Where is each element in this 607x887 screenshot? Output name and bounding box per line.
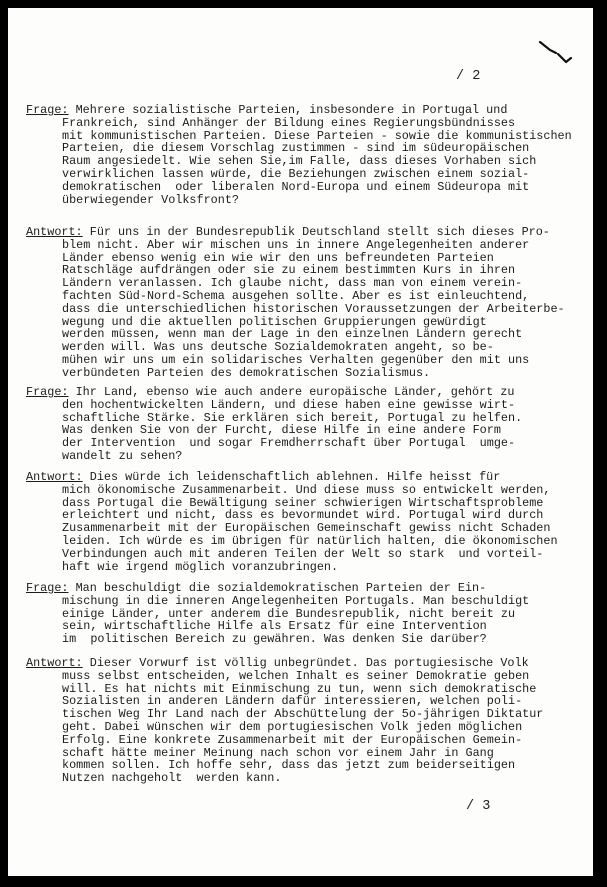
line-text: Ländern veranlassen. Ich glaube nicht, dass man von einem verein- xyxy=(62,276,523,291)
line-text: schaftliche Stärke. Sie erklären sich bereit, Portugal zu helfen. xyxy=(62,410,523,425)
line-text: Dies würde ich leidenschaftlich ablehnen. Hilfe heisst für xyxy=(89,470,501,484)
line-text: blem nicht. Aber wir mischen uns in innere Angelegenheiten anderer xyxy=(62,237,530,252)
speaker-label: Frage: xyxy=(26,581,69,595)
line-text: im politischen Bereich zu gewähren. Was denken Sie darüber? xyxy=(62,632,487,647)
line-text: den hochentwickelten Ländern, und diese haben eine gewisse wirt- xyxy=(62,397,516,412)
line-text: überwiegender Volksfront? xyxy=(62,192,239,207)
line-text: will. Es hat nichts mit Einmischung zu tun, wenn sich demokratische xyxy=(62,681,537,696)
pen-mark-icon xyxy=(536,36,576,76)
line-text: erleichtert und nicht, dass es bevormundet wird. Portugal wird durch xyxy=(62,508,544,523)
line-text: Erfolg. Eine konkrete Zusammenarbeit mit der Europäischen Gemein- xyxy=(62,732,523,747)
line-text: einige Länder, unter anderem die Bundesrepublik, nicht bereit zu xyxy=(62,606,516,621)
line-text: Zusammenarbeit mit der Europäischen Gemeinschaft gewiss nicht Schaden xyxy=(62,521,551,536)
speaker-label: Antwort: xyxy=(26,470,83,484)
line-text: leiden. Ich würde es im übrigen für natürlich halten, die ökonomischen xyxy=(62,533,558,548)
line-text: wandelt zu sehen? xyxy=(62,448,183,463)
line-text: fachten Süd-Nord-Schema ausgehen sollte. Aber es ist einleuchtend, xyxy=(62,288,530,303)
line-text: Für uns in der Bundesrepublik Deutschland stellt sich dieses Pro- xyxy=(89,225,550,239)
answer-block xyxy=(26,226,586,380)
line-text: Parteien, die diesem Vorschlag zustimmen - sind im südeuropäischen xyxy=(62,141,530,156)
line-text: werden will. Was uns deutsche Sozialdemokraten angeht, so be- xyxy=(62,340,494,355)
line-text: Frankreich, sind Anhänger der Bildung eines Regierungsbündnisses xyxy=(62,115,516,130)
text-line xyxy=(26,194,586,207)
text-line xyxy=(26,561,586,574)
document-page xyxy=(8,8,593,876)
question-block xyxy=(26,582,586,646)
line-text: sein, wirtschaftliche Hilfe als Ersatz für eine Intervention xyxy=(62,619,487,634)
line-text: tischen Weg Ihr Land nach der Abschüttelung der 5o-jährigen Diktatur xyxy=(62,707,544,722)
line-text: Mehrere sozialistische Parteien, insbesondere in Portugal und xyxy=(75,103,508,117)
line-text: mit kommunistischen Parteien. Diese Parteien - sowie die kommunistischen xyxy=(62,128,572,143)
line-text: Ihr Land, ebenso wie auch andere europäische Länder, gehört zu xyxy=(75,385,515,399)
question-block xyxy=(26,104,586,206)
line-text: Nutzen nachgeholt werden kann. xyxy=(62,771,282,786)
line-text: der Intervention und sogar Fremdherrschaft über Portugal umge- xyxy=(62,436,516,451)
line-text: Verbindungen auch mit anderen Teilen der Welt so stark und vorteil- xyxy=(62,546,544,561)
line-text: verbündeten Parteien des demokratischen Sozialismus. xyxy=(62,365,431,380)
line-text: dass Portugal die Bewältigung seiner schwierigen Wirtschaftsprobleme xyxy=(62,495,544,510)
page-number-top: / 2 xyxy=(456,69,481,84)
line-text: verwirklichen lassen würde, die Beziehungen zwischen einem sozial- xyxy=(62,166,530,181)
text-line xyxy=(26,772,586,785)
line-text: haft wie irgend möglich voranzubringen. xyxy=(62,559,339,574)
text-line xyxy=(26,633,586,646)
speaker-label: Frage: xyxy=(26,385,69,399)
line-text: mich ökonomische Zusammenarbeit. Und diese muss so entwickelt werden, xyxy=(62,482,551,497)
line-text: Länder ebenso wenig ein wie wir den uns befreundeten Parteien xyxy=(62,250,494,265)
question-block xyxy=(26,386,586,463)
line-text: kommen sollen. Ich hoffe sehr, dass das jetzt zum beiderseitigen xyxy=(62,758,516,773)
line-text: Man beschuldigt die sozialdemokratischen Parteien der Ein- xyxy=(75,581,487,595)
line-text: Ratschläge aufdrängen oder sie zu einem bestimmten Kurs in ihren xyxy=(62,263,516,278)
speaker-label: Frage: xyxy=(26,103,69,117)
line-text: mühen wir uns um ein solidarisches Verhalten gegenüber den mit uns xyxy=(62,352,530,367)
line-text: Dieser Vorwurf ist völlig unbegründet. Das portugiesische Volk xyxy=(89,656,529,670)
line-text: schaft hätte meiner Meinung nach schon vor einem Jahr in Gang xyxy=(62,745,494,760)
line-text: Raum angesiedelt. Wie sehen Sie,im Falle, dass dieses Vorhaben sich xyxy=(62,154,537,169)
speaker-label: Antwort: xyxy=(26,225,83,239)
line-text: mischung in die inneren Angelegenheiten Portugals. Man beschuldigt xyxy=(62,593,530,608)
line-text: muss selbst entscheiden, welchen Inhalt es seiner Demokratie geben xyxy=(62,668,530,683)
answer-block xyxy=(26,471,586,573)
speaker-label: Antwort: xyxy=(26,656,83,670)
text-line xyxy=(26,367,586,380)
line-text: Sozialisten in anderen Ländern dafür interessieren, welchen poli- xyxy=(62,694,523,709)
line-text: Was denken Sie von der Furcht, diese Hilfe in eine andere Form xyxy=(62,423,501,438)
line-text: wegung und die aktuellen politischen Gruppierungen gewürdigt xyxy=(62,314,487,329)
answer-block xyxy=(26,657,586,785)
page-number-bottom: / 3 xyxy=(466,799,491,814)
line-text: dass die unterschiedlichen historischen Voraussetzungen der Arbeiterbe- xyxy=(62,301,565,316)
line-text: werden müssen, wenn man der Lage in den einzelnen Ländern gerecht xyxy=(62,327,523,342)
line-text: demokratischen oder liberalen Nord-Europa und einem Südeuropa mit xyxy=(62,179,530,194)
line-text: geht. Dabei wünschen wir dem portugiesischen Volk jeden möglichen xyxy=(62,719,523,734)
text-line xyxy=(26,450,586,463)
